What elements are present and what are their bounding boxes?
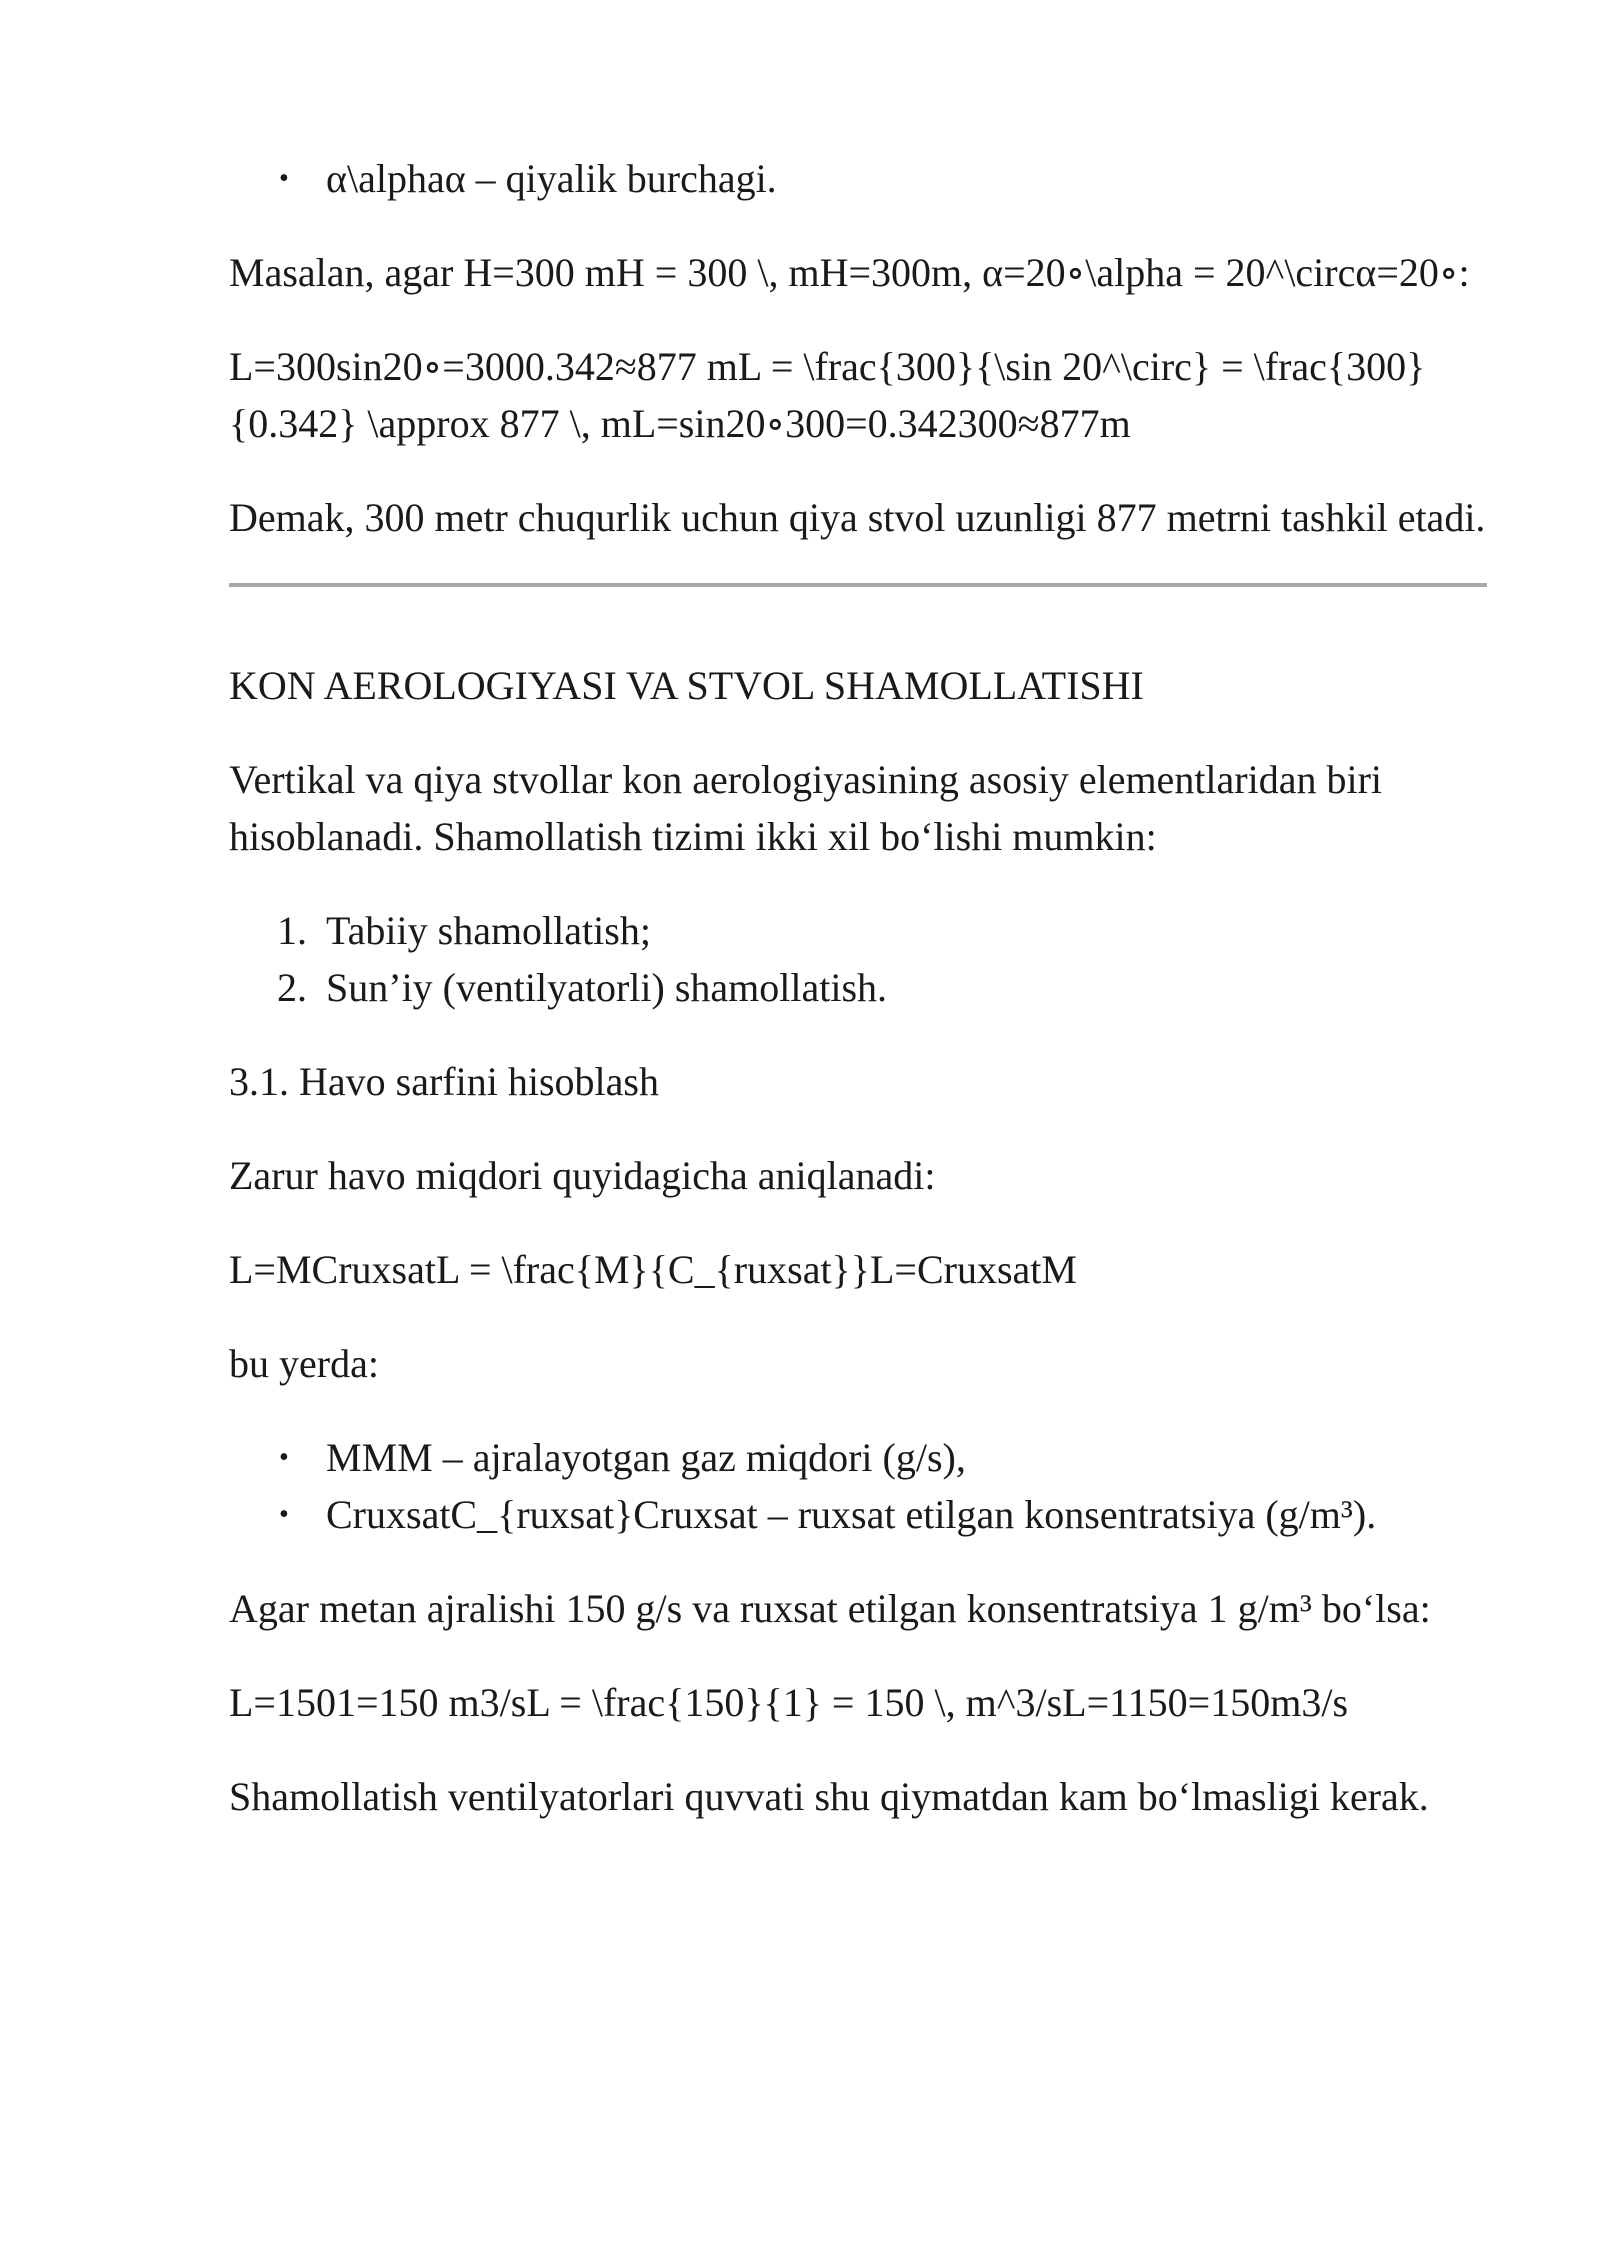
list-item (229, 959, 1489, 1016)
list-item (229, 1429, 1489, 1486)
list-item (229, 902, 1489, 959)
where-label: bu yerda: (229, 1341, 379, 1386)
definitions-list (229, 1429, 1489, 1543)
document-page (229, 150, 1489, 1862)
ventilation-types-list (229, 902, 1489, 1016)
list-item-text: Tabiiy shamollatish; (326, 908, 651, 953)
section-title: KON AEROLOGIYASI VA STVOL SHAMOLLATISHI (229, 663, 1144, 708)
example-intro: Masalan, agar H=300 mH = 300 \, mH=300m, α=20∘\alpha = 20^\circα=20∘: (229, 250, 1470, 295)
methane-example: Agar metan ajralishi 150 g/s va ruxsat etilgan konsentratsiya 1 g/m³ bo‘lsa: (229, 1586, 1431, 1631)
list-item (229, 1486, 1489, 1543)
list-item (229, 150, 1489, 207)
list-number: 2. (277, 965, 307, 1010)
conclusion-paragraph: Demak, 300 metr chuqurlik uchun qiya stvol uzunligi 877 metrni tashkil etadi. (229, 495, 1486, 540)
formula-length: L=300sin20∘=3000.342≈877 mL = \frac{300}{\sin 20^\circ} = \frac{300}{0.342} \approx 877 \, mL=sin20∘300=0.342300≈877m (229, 344, 1426, 446)
bullet-icon: • (279, 1499, 289, 1530)
subsection-title: 3.1. Havo sarfini hisoblash (229, 1059, 659, 1104)
air-intro: Zarur havo miqdori quyidagicha aniqlanadi: (229, 1153, 936, 1198)
list-item-text: MMM – ajralayotgan gaz miqdori (g/s), (326, 1435, 966, 1480)
parameter-list (229, 150, 1489, 207)
list-number: 1. (277, 908, 307, 953)
final-note: Shamollatish ventilyatorlari quvvati shu qiymatdan kam bo‘lmasligi kerak. (229, 1774, 1429, 1819)
list-item-text: α\alphaα – qiyalik burchagi. (326, 156, 777, 201)
formula-result: L=1501=150 m3/sL = \frac{150}{1} = 150 \, m^3/sL=1150=150m3/s (229, 1680, 1349, 1725)
section-intro: Vertikal va qiya stvollar kon aerologiyasining asosiy elementlaridan biri hisoblanadi. Shamollatish tizimi ikki xil bo‘lishi mumkin: (229, 757, 1383, 859)
bullet-icon: • (279, 163, 289, 194)
formula-air: L=MCruxsatL = \frac{M}{C_{ruxsat}}L=CruxsatM (229, 1247, 1077, 1292)
list-item-text: Sun’iy (ventilyatorli) shamollatish. (326, 965, 888, 1010)
section-divider (229, 583, 1487, 587)
bullet-icon: • (279, 1442, 289, 1473)
list-item-text: CruxsatC_{ruxsat}Cruxsat – ruxsat etilgan konsentratsiya (g/m³). (326, 1492, 1377, 1537)
